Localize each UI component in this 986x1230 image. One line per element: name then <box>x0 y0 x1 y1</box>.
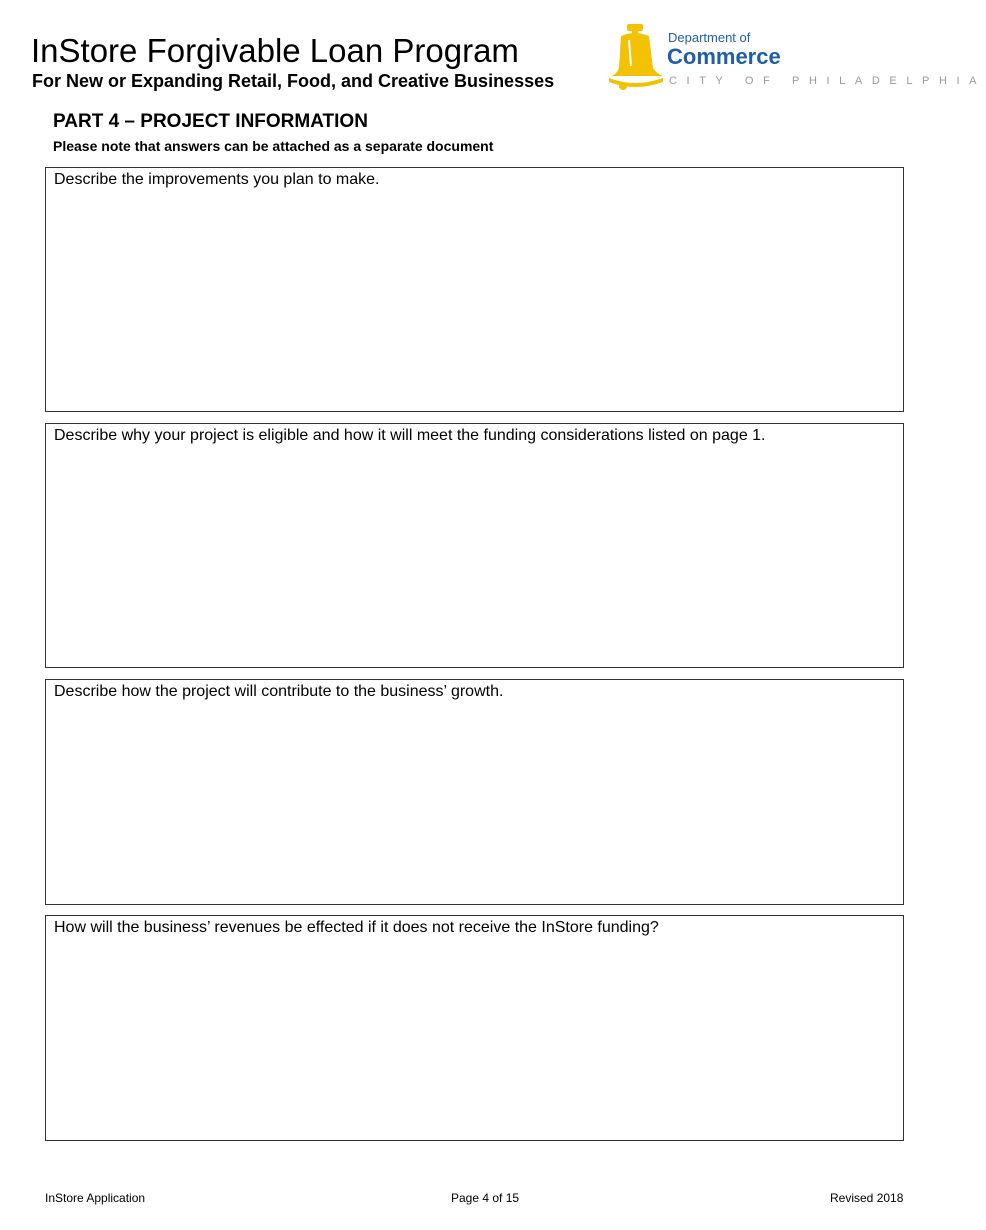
department-of-text: Department of <box>668 30 751 45</box>
revenue-impact-answer-field[interactable] <box>52 942 897 1134</box>
eligibility-answer-field[interactable] <box>52 450 897 661</box>
commerce-text: Commerce <box>667 44 781 69</box>
growth-answer-field[interactable] <box>52 706 897 898</box>
improvements-answer-field[interactable] <box>52 194 897 405</box>
form-title: InStore Forgivable Loan Program <box>31 32 519 69</box>
growth-question-box <box>45 679 904 905</box>
footer-application-name: InStore Application <box>45 1191 146 1205</box>
question-label: How will the business’ revenues be effected if it does not receive the InStore funding? <box>54 919 659 936</box>
revenue-impact-question-box <box>45 915 904 1141</box>
part-note: Please note that answers can be attached as a separate document <box>53 138 494 154</box>
question-label: Describe how the project will contribute to the business’ growth. <box>54 683 504 700</box>
commerce-logo <box>607 22 986 92</box>
liberty-bell-icon <box>607 22 665 90</box>
footer-revision: Revised 2018 <box>830 1191 904 1205</box>
question-label: Describe the improvements you plan to make. <box>54 171 380 188</box>
eligibility-question-box <box>45 423 904 668</box>
city-of-philadelphia-text: CITY OF PHILADELPHIA <box>669 75 986 87</box>
question-label: Describe why your project is eligible and how it will meet the funding considerations listed on page 1. <box>54 427 766 444</box>
improvements-question-box <box>45 167 904 412</box>
form-subtitle: For New or Expanding Retail, Food, and Creative Businesses <box>32 71 555 91</box>
part-heading: PART 4 – PROJECT INFORMATION <box>53 111 368 132</box>
footer-page-number: Page 4 of 15 <box>451 1191 520 1205</box>
